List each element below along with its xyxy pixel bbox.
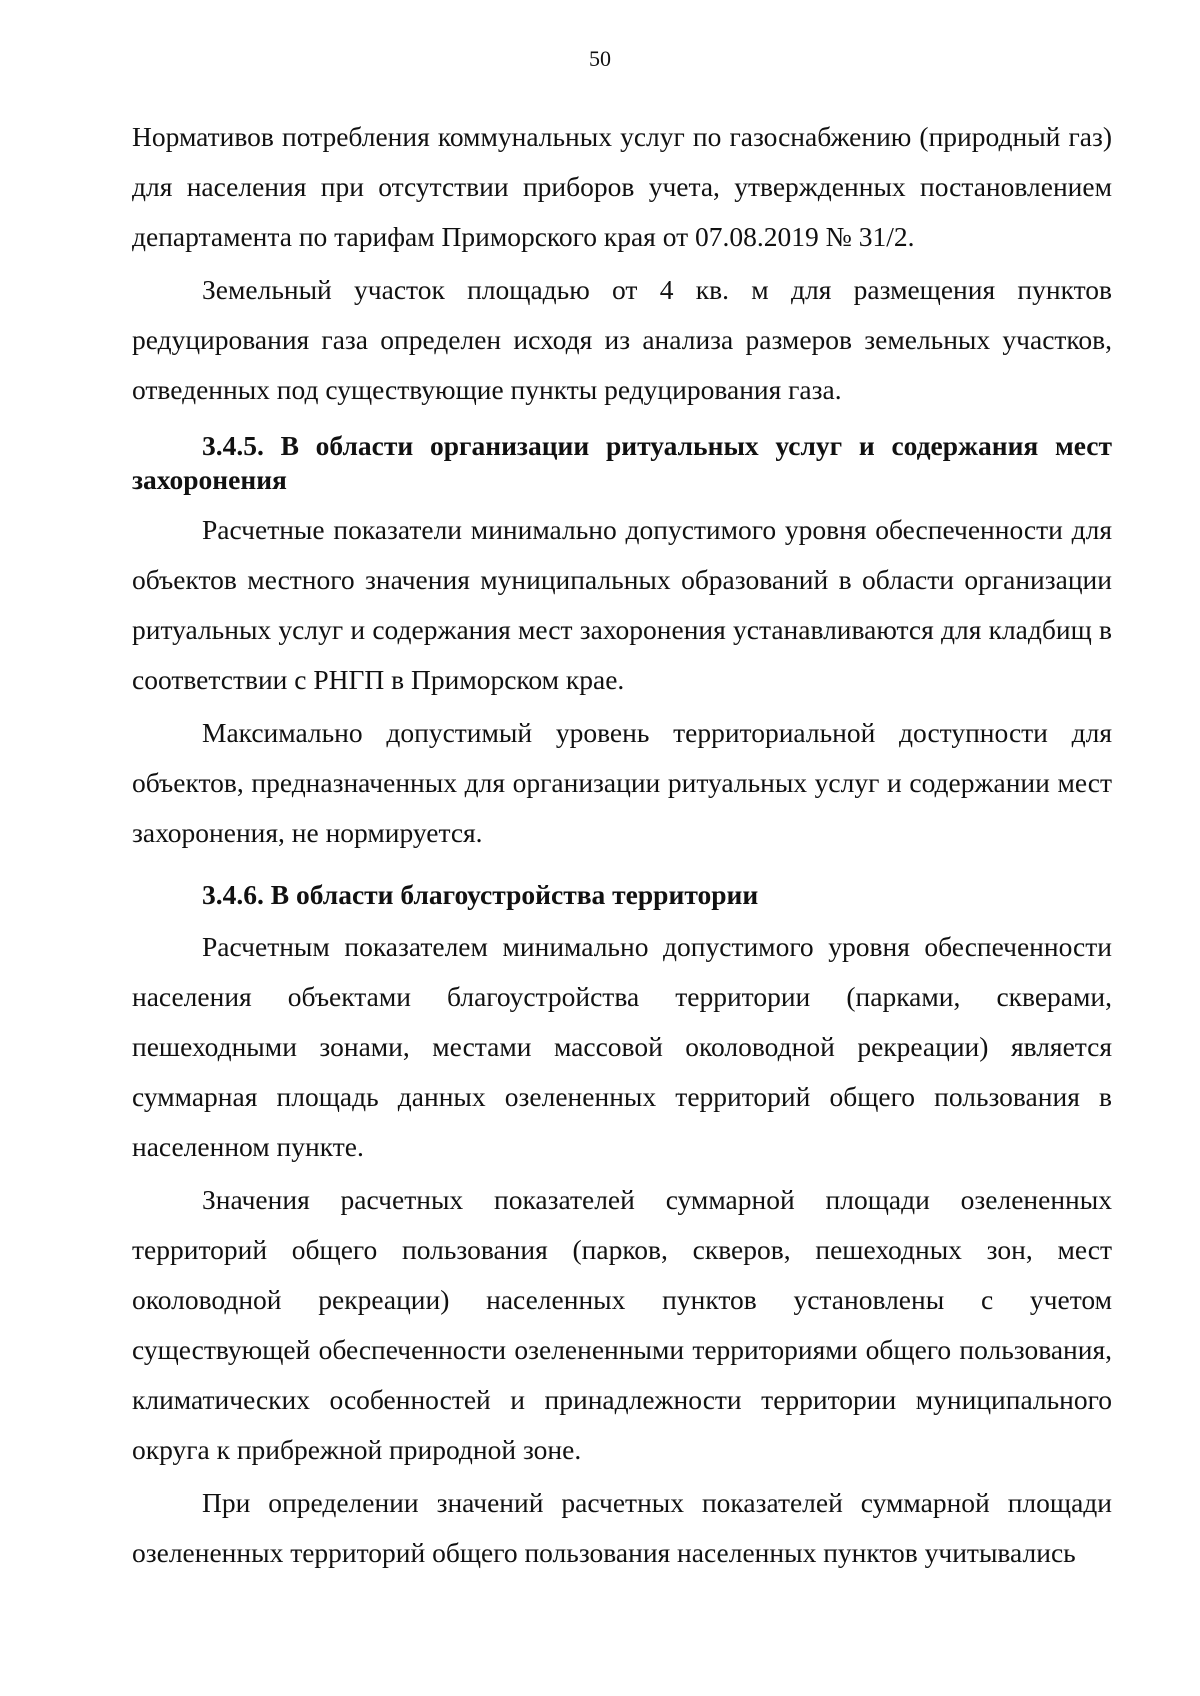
section-heading-3-4-6: 3.4.6. В области благоустройства территории [202,879,759,910]
paragraph-gas-norms: Нормативов потребления коммунальных услуг по газоснабжению (природный газ) для населения при отсутствии приборов учета, утвержденных постановлением департамента по тарифам Приморского края от 07.08.2019 № 31/2. [132,121,1112,252]
paragraph-green-areas-determination: При определении значений расчетных показателей суммарной площади озелененных территорий общего пользования населенных пунктов учитывались [132,1487,1112,1568]
paragraph-ritual-services-accessibility: Максимально допустимый уровень территориальной доступности для объектов, предназначенных для организации ритуальных услуг и содержании мест захоронения, не нормируется. [132,717,1112,848]
paragraph-land-plot: Земельный участок площадью от 4 кв. м для размещения пунктов редуцирования газа определен исходя из анализа размеров земельных участков, отведенных под существующие пункты редуцирования газа. [132,274,1112,405]
paragraph-green-areas-values: Значения расчетных показателей суммарной площади озелененных территорий общего пользования (парков, скверов, пешеходных зон, мест околоводной рекреации) населенных пунктов установлены с учетом существующей обеспеченности озелененными территориями общего пользования, климатических особенностей и принадлежности территории муниципального округа к прибрежной природной зоне. [132,1184,1112,1465]
section-heading-3-4-5: 3.4.5. В области организации ритуальных услуг и содержания мест захоронения [132,430,1112,495]
paragraph-landscaping-indicator: Расчетным показателем минимально допустимого уровня обеспеченности населения объектами благоустройства территории (парками, скверами, пешеходными зонами, местами массовой околоводной рекреации) является суммарная площадь данных озелененных территорий общего пользования в населенном пункте. [132,931,1112,1162]
page-body [132,112,1112,1578]
page-number: 50 [589,46,611,71]
paragraph-ritual-services-indicators: Расчетные показатели минимально допустимого уровня обеспеченности для объектов местного значения муниципальных образований в области организации ритуальных услуг и содержания мест захоронения устанавливаются для кладбищ в соответствии с РНГП в Приморском крае. [132,514,1112,695]
